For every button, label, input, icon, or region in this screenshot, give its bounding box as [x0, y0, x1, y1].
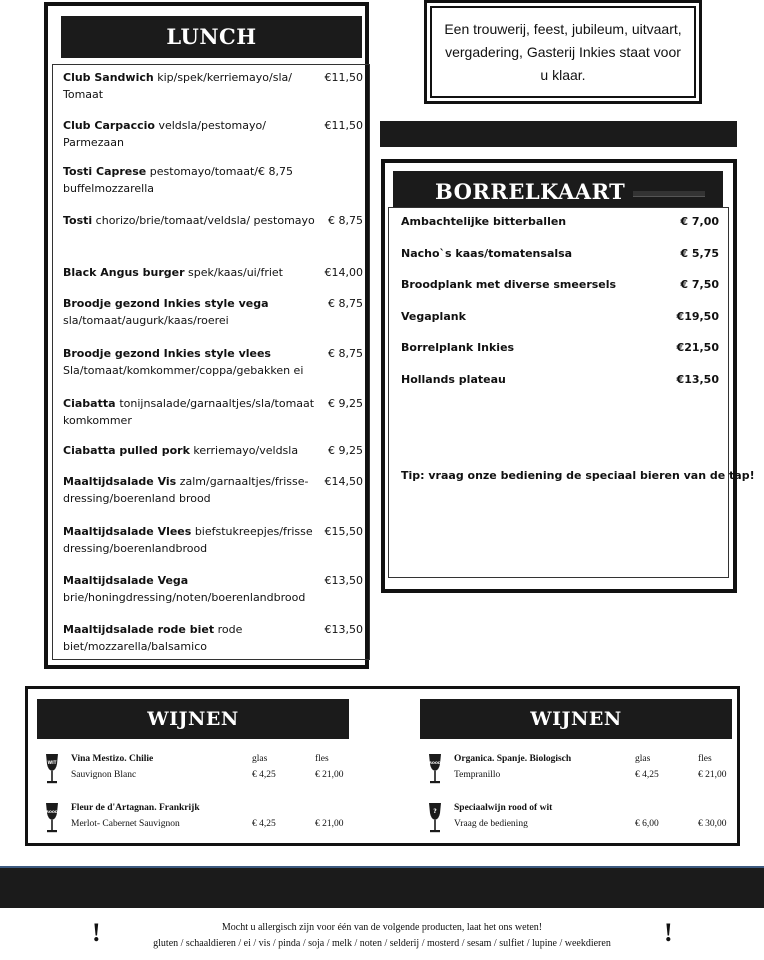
lunch-item-name: Tosti [63, 214, 93, 227]
borrel-item-name: Vegaplank [401, 310, 466, 323]
wine-glass-price: € 4,25 [635, 770, 659, 780]
lunch-item-name: Maaltijdsalade Vlees [63, 525, 192, 538]
lunch-item [63, 523, 363, 557]
exclamation-icon: ! [664, 918, 673, 947]
borrel-item-name: Hollands plateau [401, 373, 506, 386]
wine-glass-price: € 6,00 [635, 819, 659, 829]
lunch-item-name: Black Angus burger [63, 266, 185, 279]
wine-card [25, 686, 740, 846]
lunch-item-desc: veldsla/pestomayo/ Parmezaan [63, 119, 266, 149]
borrel-item [401, 372, 719, 388]
lunch-item [63, 442, 363, 459]
wine-bottle-price: € 21,00 [698, 770, 727, 780]
lunch-item-name: Ciabatta [63, 397, 120, 410]
event-info-text: Een trouwerij, feest, jubileum, uitvaart, vergadering, Gasterij Inkies staat voor u klaar. [430, 6, 696, 98]
borrel-item-name: Ambachtelijke bitterballen [401, 215, 567, 228]
lunch-item [63, 69, 363, 103]
wine-grape: Vraag de bediening [454, 819, 528, 829]
title-decoration [633, 191, 705, 197]
svg-text:?: ? [433, 808, 437, 815]
wine-glass-icon [45, 753, 59, 785]
lunch-item-desc: Sla/tomaat/komkommer/coppa/gebakken ei [63, 364, 304, 377]
wine-grape: Tempranillo [454, 770, 501, 780]
lunch-item-desc: rode biet/mozzarella/balsamico [63, 623, 243, 653]
lunch-item-name: Maaltijdsalade Vis [63, 475, 177, 488]
borrel-item-name: Borrelplank Inkies [401, 341, 515, 354]
wine-bottle-price: € 30,00 [698, 819, 727, 829]
lunch-item-price: €11,50 [324, 71, 363, 84]
lunch-item [63, 345, 363, 379]
lunch-item [63, 473, 363, 507]
borrel-item [401, 277, 719, 293]
lunch-item [63, 163, 363, 197]
lunch-item-price: € 9,25 [328, 444, 363, 457]
lunch-item-price: € 8,75 [328, 297, 363, 310]
svg-text:ROOD: ROOD [429, 761, 441, 765]
lunch-item-desc: kerriemayo/veldsla [189, 444, 299, 457]
wine-column [420, 699, 732, 829]
borrel-item [401, 246, 719, 262]
borrel-item-price: € 5,75 [680, 247, 719, 260]
svg-text:ROOD: ROOD [46, 810, 58, 814]
wine-title: WIJNEN [420, 699, 732, 739]
lunch-item [63, 395, 363, 429]
wine-bottle-price: € 21,00 [315, 770, 344, 780]
borrel-item-price: €21,50 [676, 341, 719, 354]
allergy-notice [0, 920, 764, 952]
lunch-item-name: Maaltijdsalade rode biet [63, 623, 215, 636]
lunch-item-name: Broodje gezond Inkies style vlees [63, 347, 271, 360]
lunch-item-name: Broodje gezond Inkies style vega [63, 297, 269, 310]
allergy-line-2: gluten / schaaldieren / ei / vis / pinda / soja / melk / noten / selderij / mosterd / sesam / sulfiet / lupine / weekdieren [153, 938, 611, 949]
lunch-item-name: Ciabatta pulled pork [63, 444, 190, 457]
lunch-item-desc: spek/kaas/ui/friet [184, 266, 283, 279]
allergy-line-1: Mocht u allergisch zijn voor één van de volgende producten, laat het ons weten! [221, 922, 543, 933]
lunch-item-name: Tosti Caprese [63, 165, 147, 178]
borrel-item-price: € 7,00 [680, 215, 719, 228]
lunch-item-desc: sla/tomaat/augurk/kaas/roerei [63, 314, 229, 327]
lunch-list [52, 64, 370, 660]
exclamation-icon: ! [92, 918, 101, 947]
lunch-item-desc: tonijnsalade/garnaaltjes/sla/tomaat komkommer [63, 397, 315, 427]
footer-bar [0, 866, 764, 908]
lunch-item-price: €11,50 [324, 119, 363, 132]
wine-name: Organica. Spanje. Biologisch [454, 754, 572, 764]
borrel-item-price: €19,50 [676, 310, 719, 323]
wine-glass-price: € 4,25 [252, 819, 276, 829]
borrel-item-price: €13,50 [676, 373, 719, 386]
borrel-item [401, 340, 719, 356]
lunch-item-price: € 8,75 [328, 214, 363, 227]
glas-label: glas [252, 754, 268, 764]
divider-bar [380, 121, 737, 147]
borrel-menu-card [381, 159, 755, 593]
lunch-item-desc: pestomayo/tomaat/€ 8,75 buffelmozzarella [63, 165, 293, 195]
lunch-item-name: Maaltijdsalade Vega [63, 574, 189, 587]
lunch-title: LUNCH [61, 16, 362, 58]
fles-label: fles [315, 754, 329, 764]
lunch-menu-card [44, 2, 369, 669]
borrel-list [388, 207, 755, 578]
wine-name: Speciaalwijn rood of wit [454, 803, 553, 813]
borrel-item-name: Broodplank met diverse smeersels [401, 278, 617, 291]
wine-glass-icon [428, 753, 442, 785]
lunch-item-desc: chorizo/brie/tomaat/veldsla/ pestomayo [92, 214, 315, 227]
lunch-item-price: € 8,75 [328, 347, 363, 360]
wine-title: WIJNEN [37, 699, 349, 739]
lunch-item-desc: brie/honingdressing/noten/boerenlandbrood [63, 591, 306, 604]
lunch-item-price: €14,50 [324, 475, 363, 488]
wine-column [37, 699, 349, 829]
lunch-item-price: € 9,25 [328, 397, 363, 410]
lunch-item [63, 117, 363, 151]
lunch-item [63, 295, 363, 329]
lunch-item-desc: kip/spek/kerriemayo/sla/ Tomaat [63, 71, 292, 101]
lunch-item-price: €14,00 [324, 266, 363, 279]
lunch-item [63, 264, 363, 281]
event-info-box [424, 0, 702, 104]
lunch-item-name: Club Sandwich [63, 71, 154, 84]
wine-grape: Sauvignon Blanc [71, 770, 137, 780]
lunch-item [63, 572, 363, 606]
wine-bottle-price: € 21,00 [315, 819, 344, 829]
lunch-item-price: €15,50 [324, 525, 363, 538]
borrel-title: BORRELKAART [435, 179, 626, 204]
borrel-item [401, 309, 719, 325]
lunch-item-desc: zalm/garnaaltjes/frisse-dressing/boerenland brood [63, 475, 309, 505]
lunch-item-name: Club Carpaccio [63, 119, 155, 132]
wine-glass-icon [45, 802, 59, 834]
borrel-item-name: Nacho`s kaas/tomatensalsa [401, 247, 573, 260]
lunch-item [63, 212, 363, 229]
svg-text:WIT: WIT [47, 760, 57, 765]
glas-label: glas [635, 754, 651, 764]
wine-grape: Merlot- Cabernet Sauvignon [71, 819, 180, 829]
lunch-item [63, 621, 363, 655]
borrel-item-price: € 7,50 [680, 278, 719, 291]
lunch-item-desc: biefstukreepjes/frisse dressing/boerenlandbrood [63, 525, 313, 555]
lunch-item-price: €13,50 [324, 574, 363, 587]
lunch-item-price: €13,50 [324, 623, 363, 636]
wine-name: Vina Mestizo. Chilie [71, 754, 154, 764]
wine-name: Fleur de d'Artagnan. Frankrijk [71, 803, 200, 813]
fles-label: fles [698, 754, 712, 764]
borrel-item [401, 214, 719, 230]
wine-glass-price: € 4,25 [252, 770, 276, 780]
wine-glass-icon [428, 802, 442, 834]
borrel-tip: Tip: vraag onze bediening de speciaal bieren van de tap! [401, 469, 755, 482]
